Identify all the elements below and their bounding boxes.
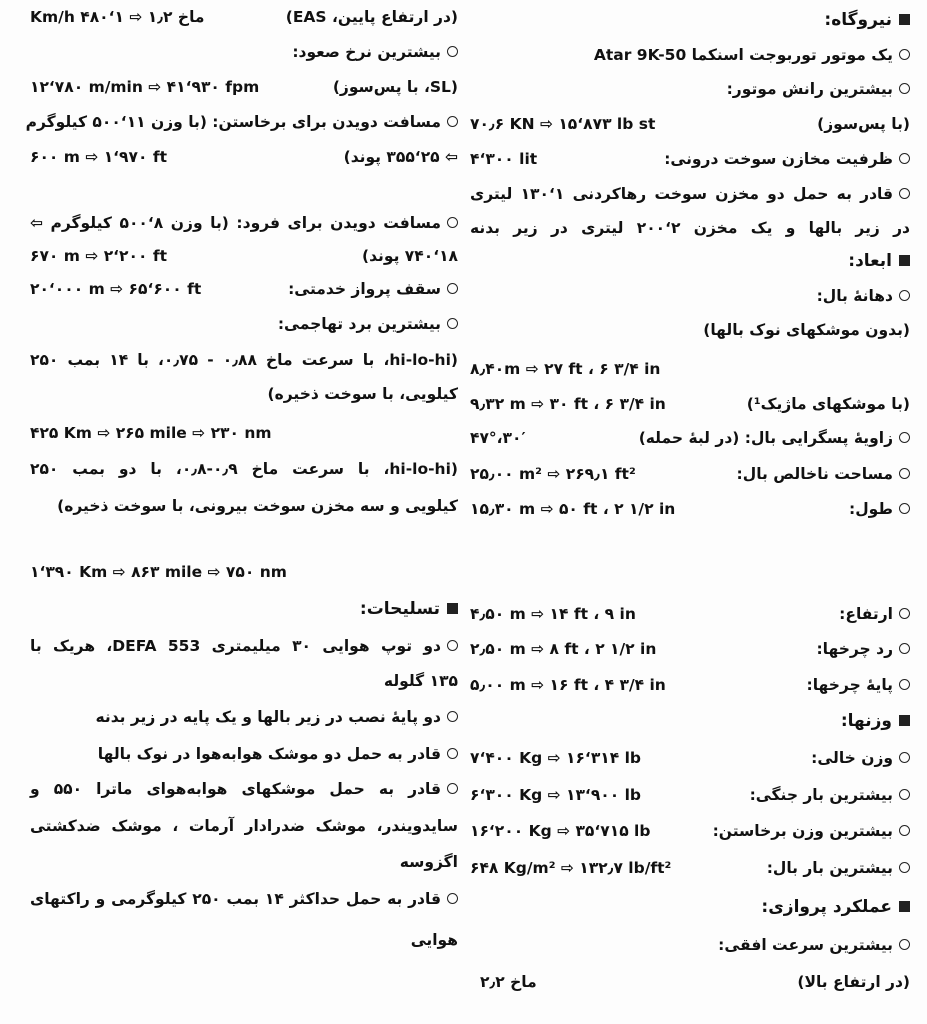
missiles-line-1: قادر به حمل موشکهای هوابه‌هوای ماترا ۵۵۰ و xyxy=(30,773,458,805)
spec-value: ۶۰۰ m ⇨ ۱‘۹۷۰ ft xyxy=(30,148,167,166)
wing-area-line: مساحت ناخالص بال: ۲۵٫۰۰ m² ⇨ ۲۶۹٫۱ ft² xyxy=(470,458,910,490)
internal-fuel-line: ظرفیت مخازن سوخت درونی: ۴‘۳۰۰ lit xyxy=(470,143,910,175)
section-dimensions: ابعاد: xyxy=(470,245,910,277)
spec-value: ۶۴۸ Kg/m² ⇨ ۱۳۲٫۷ lb/ft² xyxy=(470,859,672,877)
wheelbase-line: پایهٔ چرخها: ۵٫۰۰ m ⇨ ۱۶ ft ، ۴ ۳/۴ in xyxy=(470,669,910,701)
spec-value: ۷۰٫۶ KN ⇨ ۱۵‘۸۷۳ lb st xyxy=(470,115,656,133)
spec-value: ۵٫۰۰ m ⇨ ۱۶ ft ، ۴ ۳/۴ in xyxy=(470,676,666,694)
combat-range-line: بیشترین برد تهاجمی: xyxy=(30,308,458,340)
spec-value: ۹٫۳۲ m ⇨ ۳۰ ft ، ۶ ۳/۴ in xyxy=(470,395,666,413)
range2-line-2: کیلویی و سه مخزن سوخت بیرونی، با سوخت ذخیره) xyxy=(57,497,458,515)
range1-line-2: کیلویی، با سوخت ذخیره) xyxy=(267,385,458,403)
spec-value: ۶‘۳۰۰ Kg ⇨ ۱۳‘۹۰۰ lb xyxy=(470,786,642,804)
circle-bullet-icon xyxy=(899,608,910,619)
circle-bullet-icon xyxy=(447,748,458,759)
spec-value: ۴٫۵۰ m ⇨ ۱۴ ft ، ۹ in xyxy=(470,605,636,623)
landing-line-2: ۱۸‘۷۴۰ پوند) ۶۷۰ m ⇨ ۲‘۲۰۰ ft xyxy=(30,240,458,272)
missiles-line-2: سایدویندر، موشک ضدرادار آرمات ، موشک ضدکشتی xyxy=(30,817,458,835)
circle-bullet-icon xyxy=(899,789,910,800)
spec-value: ۴۷°،۳۰′ xyxy=(470,429,526,447)
circle-bullet-icon xyxy=(899,679,910,690)
circle-bullet-icon xyxy=(447,116,458,127)
square-bullet-icon xyxy=(899,715,910,726)
climb-value-line: (SL، با پس‌سوز) ۱۲‘۷۸۰ m/min ⇨ ۴۱‘۹۳۰ fpm xyxy=(30,71,458,103)
circle-bullet-icon xyxy=(447,640,458,651)
ceiling-line: سقف پرواز خدمتی: ۲۰‘۰۰۰ m ⇨ ۶۵‘۶۰۰ ft xyxy=(30,273,458,305)
guns-line-1: دو توپ هوایی ۳۰ میلیمتری DEFA 553، هریک با xyxy=(30,630,458,662)
circle-bullet-icon xyxy=(447,283,458,294)
without-missiles-value-line xyxy=(470,353,910,385)
range2-value-line xyxy=(30,556,458,588)
square-bullet-icon xyxy=(899,901,910,912)
guns-line-2: ۱۳۵ گلوله xyxy=(383,672,458,690)
sweep-line: زاویهٔ پسگرایی بال: (در لبهٔ حمله) ۴۷°،۳۰′ xyxy=(470,422,910,454)
afterburner-line: (با پس‌سوز) ۷۰٫۶ KN ⇨ ۱۵‘۸۷۳ lb st xyxy=(470,108,910,140)
circle-bullet-icon xyxy=(899,752,910,763)
circle-bullet-icon xyxy=(899,290,910,301)
circle-bullet-icon xyxy=(899,503,910,514)
missiles-line-3: اگزوسه xyxy=(399,853,458,871)
circle-bullet-icon xyxy=(899,49,910,60)
without-missiles-line: (بدون موشکهای نوک بالها) xyxy=(703,321,910,339)
climb-line: بیشترین نرخ صعود: xyxy=(30,36,458,68)
section-weights: وزنها: xyxy=(470,705,910,737)
low-alt-speed-line: (در ارتفاع پایین، EAS) ماخ ۱٫۲ ⇨ ۱‘۴۸۰ Km/h xyxy=(30,1,458,33)
range1-value-line xyxy=(30,417,458,449)
wingspan-line: دهانهٔ بال: xyxy=(470,280,910,312)
spec-value: ۲۵٫۰۰ m² ⇨ ۲۶۹٫۱ ft² xyxy=(470,465,636,483)
drop-tanks-line-2: در زیر بالها و یک مخزن ۲‘۲۰۰ لیتری در زیر بدنه xyxy=(470,219,910,237)
section-armament: تسلیحات: xyxy=(30,593,458,625)
circle-bullet-icon xyxy=(447,783,458,794)
square-bullet-icon xyxy=(447,603,458,614)
max-thrust-line: بیشترین رانش موتور: xyxy=(470,73,910,105)
max-payload-line: بیشترین بار جنگی: ۶‘۳۰۰ Kg ⇨ ۱۳‘۹۰۰ lb xyxy=(470,779,910,811)
circle-bullet-icon xyxy=(899,939,910,950)
spec-value: ۱۲‘۷۸۰ m/min ⇨ ۴۱‘۹۳۰ fpm xyxy=(30,78,260,96)
spec-value: ۲۰‘۰۰۰ m ⇨ ۶۵‘۶۰۰ ft xyxy=(30,280,202,298)
high-alt-speed-line: (در ارتفاع بالا) ماخ ۲٫۲ xyxy=(470,966,910,998)
spec-value: ۸٫۴۰m ⇨ ۲۷ ft ، ۶ ۳/۴ in xyxy=(470,360,661,378)
spec-value: ۶۷۰ m ⇨ ۲‘۲۰۰ ft xyxy=(30,247,167,265)
with-magic-line: (با موشکهای ماژیک¹) ۹٫۳۲ m ⇨ ۳۰ ft ، ۶ ۳/۴ in xyxy=(470,388,910,420)
spec-value: ماخ ۱٫۲ ⇨ ۱‘۴۸۰ Km/h xyxy=(30,8,205,26)
takeoff-line-1: مسافت دویدن برای برخاستن: (با وزن ۱۱‘۵۰۰ کیلوگرم xyxy=(30,106,458,138)
spec-value: ماخ ۲٫۲ xyxy=(480,973,537,991)
spec-value: ۱۵٫۳۰ m ⇨ ۵۰ ft ، ۲ ۱/۲ in xyxy=(470,500,676,518)
circle-bullet-icon xyxy=(447,318,458,329)
square-bullet-icon xyxy=(899,255,910,266)
section-performance: عملکرد پروازی: xyxy=(470,891,910,923)
circle-bullet-icon xyxy=(899,83,910,94)
bombs-line-1: قادر به حمل حداکثر ۱۴ بمب ۲۵۰ کیلوگرمی و راکتهای xyxy=(30,883,458,915)
circle-bullet-icon xyxy=(899,153,910,164)
track-line: رد چرخها: ۲٫۵۰ m ⇨ ۸ ft ، ۲ ۱/۲ in xyxy=(470,633,910,665)
length-line: طول: ۱۵٫۳۰ m ⇨ ۵۰ ft ، ۲ ۱/۲ in xyxy=(470,493,910,525)
range1-line-1: (hi-lo-hi، با سرعت ماخ ۰٫۸۸ - ۰٫۷۵، با ۱۴ بمب ۲۵۰ xyxy=(30,351,458,369)
spec-value: ۴۲۵ Km ⇨ ۲۶۵ mile ⇨ ۲۳۰ nm xyxy=(30,424,272,442)
pylons-line: دو پایهٔ نصب در زیر بالها و یک پایه در زیر بدنه xyxy=(30,701,458,733)
circle-bullet-icon xyxy=(899,468,910,479)
drop-tanks-line-1: قادر به حمل دو مخزن سوخت رهاکردنی ۱‘۱۳۰ لیتری xyxy=(470,178,910,210)
section-powerplant xyxy=(470,4,910,36)
wingtip-missiles-line: قادر به حمل دو موشک هوابه‌هوا در نوک بالها xyxy=(30,738,458,770)
spec-value: ۷‘۴۰۰ Kg ⇨ ۱۶‘۳۱۴ lb xyxy=(470,749,642,767)
landing-line-1: مسافت دویدن برای فرود: (با وزن ۸‘۵۰۰ کیلوگرم ⇦ xyxy=(30,207,458,239)
circle-bullet-icon xyxy=(899,862,910,873)
spec-value: ۱۶‘۲۰۰ Kg ⇨ ۳۵‘۷۱۵ lb xyxy=(470,822,651,840)
engine-line: یک موتور توربوجت اسنکما Atar 9K-50 xyxy=(470,39,910,71)
empty-weight-line: وزن خالی: ۷‘۴۰۰ Kg ⇨ ۱۶‘۳۱۴ lb xyxy=(470,742,910,774)
wing-loading-line: بیشترین بار بال: ۶۴۸ Kg/m² ⇨ ۱۳۲٫۷ lb/ft² xyxy=(470,852,910,884)
spec-value: ۱‘۳۹۰ Km ⇨ ۸۶۳ mile ⇨ ۷۵۰ nm xyxy=(30,563,287,581)
takeoff-line-2: ⇦ ۲۵‘۳۵۵ پوند) ۶۰۰ m ⇨ ۱‘۹۷۰ ft xyxy=(30,141,458,173)
circle-bullet-icon xyxy=(447,217,458,228)
mtow-line: بیشترین وزن برخاستن: ۱۶‘۲۰۰ Kg ⇨ ۳۵‘۷۱۵ lb xyxy=(470,815,910,847)
max-speed-line: بیشترین سرعت افقی: xyxy=(470,929,910,961)
bombs-line-2: هوایی xyxy=(410,931,458,949)
square-bullet-icon xyxy=(899,14,910,25)
range2-line-1: (hi-lo-hi، با سرعت ماخ ۰٫۹-۰٫۸، با دو بمب ۲۵۰ xyxy=(30,460,458,478)
circle-bullet-icon xyxy=(899,643,910,654)
circle-bullet-icon xyxy=(899,825,910,836)
circle-bullet-icon xyxy=(447,46,458,57)
height-line: ارتفاع: ۴٫۵۰ m ⇨ ۱۴ ft ، ۹ in xyxy=(470,598,910,630)
section-heading: نیروگاه: xyxy=(824,10,892,30)
circle-bullet-icon xyxy=(447,893,458,904)
spec-value: ۲٫۵۰ m ⇨ ۸ ft ، ۲ ۱/۲ in xyxy=(470,640,657,658)
circle-bullet-icon xyxy=(447,711,458,722)
circle-bullet-icon xyxy=(899,432,910,443)
circle-bullet-icon xyxy=(899,188,910,199)
spec-value: ۴‘۳۰۰ lit xyxy=(470,150,538,168)
